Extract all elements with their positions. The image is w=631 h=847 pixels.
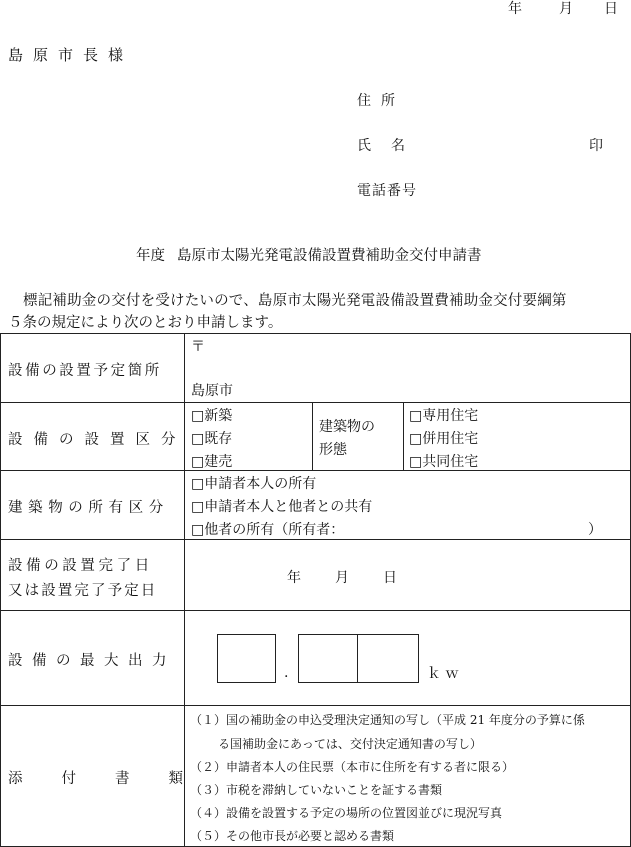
intro-paragraph — [8, 290, 628, 334]
category-option-existing[interactable]: □既存 — [191, 431, 233, 447]
intro-line-2: ５条の規定により次のとおり申請します。 — [8, 315, 283, 331]
form-title — [136, 244, 482, 265]
application-table — [0, 333, 631, 847]
date-month-label: 月 — [559, 1, 573, 17]
attachment-item-4: （４）設備を設置する予定の場所の位置図並びに現況写真 — [190, 806, 503, 820]
row-divider — [0, 610, 631, 611]
row-divider — [0, 402, 631, 403]
intro-line-1: 標記補助金の交付を受けたいので、島原市太陽光発電設備設置費補助金交付要綱第 — [23, 293, 567, 309]
completion-month-label: 月 — [335, 570, 349, 586]
seal-mark: 印 — [589, 138, 603, 154]
table-border-top — [0, 333, 631, 334]
ownership-option-self[interactable]: □申請者本人の所有 — [191, 476, 317, 492]
attachment-item-1: （１）国の補助金の申込受理決定通知の写し（平成 21 年度分の予算に係 — [190, 713, 585, 727]
completion-label-line-2: 又は設置完了予定日 — [8, 583, 158, 599]
addressee: 島原市長様 — [8, 46, 134, 64]
category-label: 設備の設置区分 — [8, 432, 187, 448]
category-divider — [403, 402, 404, 470]
ownership-label: 建築物の所有区分 — [8, 500, 169, 516]
attachment-item-3: （３）市税を滞納していないことを証する書類 — [190, 783, 443, 797]
attachments-label: 添付書類 — [8, 771, 222, 787]
table-border-left — [0, 333, 1, 847]
building-option-shared[interactable]: □共同住宅 — [409, 454, 479, 470]
completion-year-label: 年 — [287, 570, 301, 586]
date-header — [0, 0, 631, 16]
output-decimal-point: . — [284, 665, 289, 681]
building-option-combined[interactable]: □併用住宅 — [409, 431, 479, 447]
output-digit-divider — [357, 634, 358, 682]
building-form-label-2: 形態 — [319, 442, 347, 458]
attachment-item-2: （２）申請者本人の住民票（本市に住所を有する者に限る） — [190, 760, 515, 774]
output-label: 設備の最大出力 — [8, 653, 176, 669]
applicant-name-label: 氏名 — [357, 138, 425, 154]
ownership-option-shared[interactable]: □申請者本人と他者との共有 — [191, 499, 373, 515]
completion-label-line-1: 設備の設置完了日 — [8, 558, 153, 574]
building-option-dedicated[interactable]: □専用住宅 — [409, 408, 479, 424]
row-divider — [0, 705, 631, 706]
row-divider — [0, 539, 631, 540]
row-divider — [0, 470, 631, 471]
location-label: 設備の設置予定箇所 — [8, 363, 162, 379]
output-integer-digit-box[interactable] — [217, 634, 276, 683]
ownership-option-other[interactable]: □他者の所有（所有者： — [191, 522, 345, 538]
ownership-close-paren: ） — [588, 522, 602, 538]
applicant-phone-label: 電話番号 — [357, 183, 417, 199]
output-decimal-digit-boxes[interactable] — [298, 634, 419, 683]
applicant-address-label: 住所 — [357, 93, 405, 109]
location-city: 島原市 — [191, 383, 233, 399]
attachment-item-5: （５）その他市長が必要と認める書類 — [190, 829, 395, 843]
postal-mark: 〒 — [191, 339, 205, 355]
building-form-label-1: 建築物の — [319, 419, 375, 435]
output-unit: ｋｗ — [427, 666, 463, 682]
date-year-label: 年 — [508, 1, 522, 17]
category-divider — [312, 402, 313, 470]
form-title-main: 島原市太陽光発電設備設置費補助金交付申請書 — [177, 248, 482, 264]
category-option-readybuilt[interactable]: □建売 — [191, 454, 233, 470]
date-day-label: 日 — [604, 1, 618, 17]
completion-day-label: 日 — [383, 570, 397, 586]
form-title-prefix: 年度 — [136, 248, 165, 264]
category-option-new[interactable]: □新築 — [191, 408, 233, 424]
attachment-item-1-cont: る国補助金にあっては、交付決定通知書の写し） — [218, 737, 482, 751]
